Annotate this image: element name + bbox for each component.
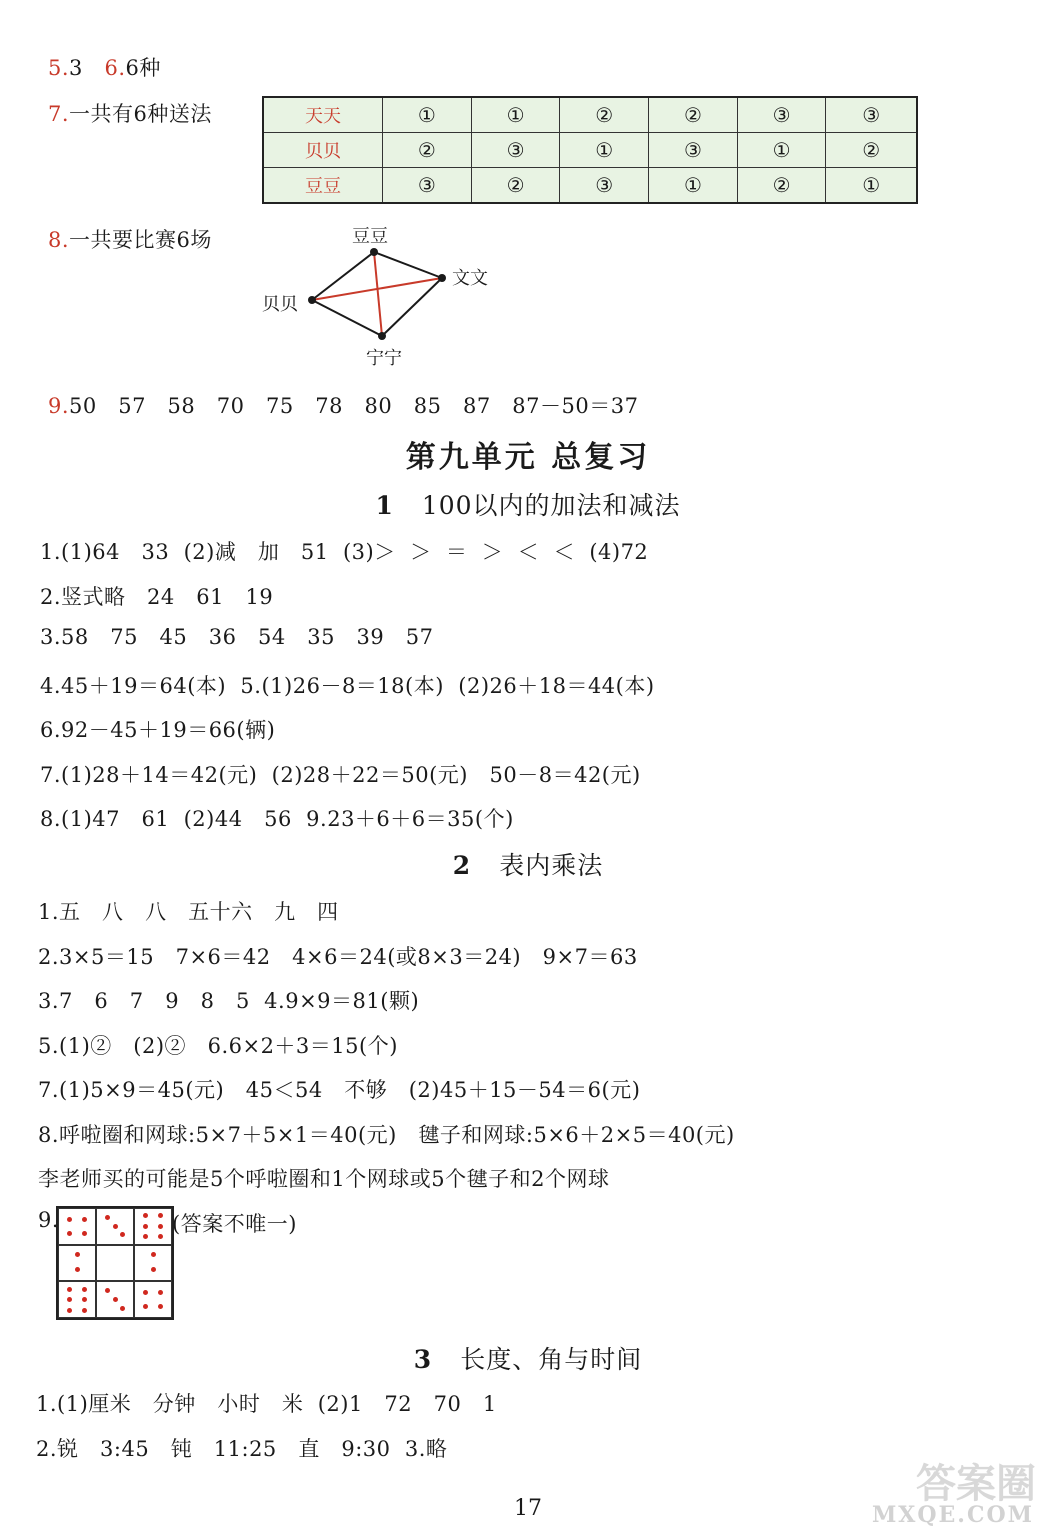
gift-cell: ③ xyxy=(826,97,917,133)
answer-line: 5.(1)② (2)② 6.6×2＋3＝15(个) xyxy=(38,1033,398,1058)
dice-dot xyxy=(67,1217,72,1222)
edge-top-right xyxy=(374,252,442,278)
dice-dot xyxy=(67,1287,72,1292)
dice-cell xyxy=(96,1208,134,1245)
dice-dot xyxy=(82,1297,87,1302)
gift-cell: ① xyxy=(471,97,560,133)
node-left xyxy=(308,296,316,304)
dice-dot xyxy=(82,1217,87,1222)
label-ningning: 宁宁 xyxy=(366,348,402,369)
dice-dot xyxy=(143,1224,148,1229)
answer-line: 4.45＋19＝64(本) 5.(1)26－8＝18(本) (2)26＋18＝44(本) xyxy=(40,673,655,698)
answer-line: 3.7 6 7 9 8 5 4.9×9＝81(颗) xyxy=(38,989,420,1013)
answer-2-9-note: (答案不唯一) xyxy=(172,1212,297,1236)
gift-cell: ③ xyxy=(737,97,826,133)
dice-dot xyxy=(158,1304,163,1309)
dice-dot xyxy=(143,1234,148,1239)
gift-row-name: 豆豆 xyxy=(263,167,383,203)
dice-dot xyxy=(158,1213,163,1218)
label-wenwen: 文文 xyxy=(452,268,488,289)
answer-line: 1.(1)厘米 分钟 小时 米 (2)1 72 70 1 xyxy=(36,1392,497,1416)
match-diagram xyxy=(0,0,1056,380)
dice-grid xyxy=(56,1206,174,1320)
edge-top-bottom xyxy=(374,252,382,336)
dice-dot xyxy=(82,1308,87,1313)
gift-cell: ① xyxy=(560,133,649,168)
dice-dot xyxy=(75,1252,80,1257)
section-3-heading: 3 长度、角与时间 xyxy=(413,1345,643,1374)
dice-dot xyxy=(105,1215,110,1220)
dice-dot xyxy=(120,1306,125,1311)
gift-cell: ② xyxy=(649,97,738,133)
answer-line: 6.92－45＋19＝66(辆) xyxy=(40,718,276,742)
dice-dot xyxy=(67,1297,72,1302)
dice-cell xyxy=(134,1208,172,1245)
dice-dot xyxy=(113,1224,118,1229)
answer-line: 3.58 75 45 36 54 35 39 57 xyxy=(40,625,434,649)
dice-dot xyxy=(67,1231,72,1236)
gift-cell: ② xyxy=(560,97,649,133)
dice-dot xyxy=(113,1297,118,1302)
label-doudou: 豆豆 xyxy=(352,226,388,247)
gift-row-name: 贝贝 xyxy=(263,133,383,168)
node-right xyxy=(438,274,446,282)
dice-dot xyxy=(158,1290,163,1295)
gift-cell: ② xyxy=(826,133,917,168)
gift-cell: ① xyxy=(649,167,738,203)
gift-cell: ① xyxy=(383,97,472,133)
dice-cell xyxy=(134,1281,172,1318)
dice-cell xyxy=(58,1245,96,1282)
watermark-url: MXQE.COM xyxy=(871,1502,1034,1528)
edge-top-left xyxy=(312,252,374,300)
answer-line: 8.呼啦圈和网球:5×7＋5×1＝40(元) 毽子和网球:5×6＋2×5＝40(元) xyxy=(38,1122,735,1147)
answer-8: 8.一共要比赛6场 xyxy=(48,228,212,252)
answer-line: 2.竖式略 24 61 19 xyxy=(40,584,274,609)
gift-cell: ② xyxy=(383,133,472,168)
dice-dot xyxy=(82,1287,87,1292)
section-2-heading: 2 表内乘法 xyxy=(452,851,604,880)
dice-dot xyxy=(151,1267,156,1272)
watermark-logo: 答案圈 xyxy=(916,1460,1036,1507)
dice-cell xyxy=(134,1245,172,1282)
label-beibei: 贝贝 xyxy=(262,294,298,315)
dice-dot xyxy=(105,1288,110,1293)
gift-row-name: 天天 xyxy=(263,97,383,133)
answer-9: 9.50 57 58 70 75 78 80 85 87 87－50＝37 xyxy=(48,394,639,418)
answer-line: 1.(1)64 33 (2)减 加 51 (3)＞ ＞ ＝ ＞ ＜ ＜ (4)72 xyxy=(40,540,649,564)
page-number: 17 xyxy=(514,1496,542,1521)
gift-cell: ① xyxy=(826,167,917,203)
unit-title: 第九单元 总复习 xyxy=(405,440,651,475)
gift-cell: ② xyxy=(737,167,826,203)
edge-left-bottom xyxy=(312,300,382,336)
section-1-heading: 1 100以内的加法和减法 xyxy=(375,491,681,520)
gift-cell: ② xyxy=(471,167,560,203)
dice-dot xyxy=(67,1308,72,1313)
answer-2-9: 9. xyxy=(38,1208,60,1232)
gift-cell: ① xyxy=(737,133,826,168)
dice-dot xyxy=(75,1267,80,1272)
dice-dot xyxy=(82,1231,87,1236)
answer-5-6: 5.3 6.6种 xyxy=(48,56,161,80)
dice-dot xyxy=(151,1252,156,1257)
dice-dot xyxy=(120,1232,125,1237)
dice-dot xyxy=(158,1224,163,1229)
dice-dot xyxy=(158,1234,163,1239)
answer-line: 7.(1)5×9＝45(元) 45＜54 不够 (2)45＋15－54＝6(元) xyxy=(38,1078,641,1102)
answer-line: 8.(1)47 61 (2)44 56 9.23＋6＋6＝35(个) xyxy=(40,807,514,831)
dice-cell xyxy=(96,1281,134,1318)
dice-cell xyxy=(58,1208,96,1245)
dice-cell xyxy=(96,1245,134,1282)
answer-line: 2.锐 3:45 钝 11:25 直 9:30 3.略 xyxy=(36,1436,448,1461)
answer-line: 7.(1)28＋14＝42(元) (2)28＋22＝50(元) 50－8＝42(元) xyxy=(40,762,641,787)
gift-cell: ③ xyxy=(471,133,560,168)
gift-cell: ③ xyxy=(383,167,472,203)
dice-dot xyxy=(143,1290,148,1295)
node-top xyxy=(370,248,378,256)
gift-cell: ③ xyxy=(560,167,649,203)
dice-dot xyxy=(143,1213,148,1218)
dice-cell xyxy=(58,1281,96,1318)
dice-dot xyxy=(143,1304,148,1309)
gift-cell: ③ xyxy=(649,133,738,168)
answer-line: 李老师买的可能是5个呼啦圈和1个网球或5个毽子和2个网球 xyxy=(38,1167,610,1191)
answer-7: 7.一共有6种送法 xyxy=(48,102,212,126)
answer-line: 1.五 八 八 五十六 九 四 xyxy=(38,900,339,924)
answer-line: 2.3×5＝15 7×6＝42 4×6＝24(或8×3＝24) 9×7＝63 xyxy=(38,944,638,969)
node-bottom xyxy=(378,332,386,340)
